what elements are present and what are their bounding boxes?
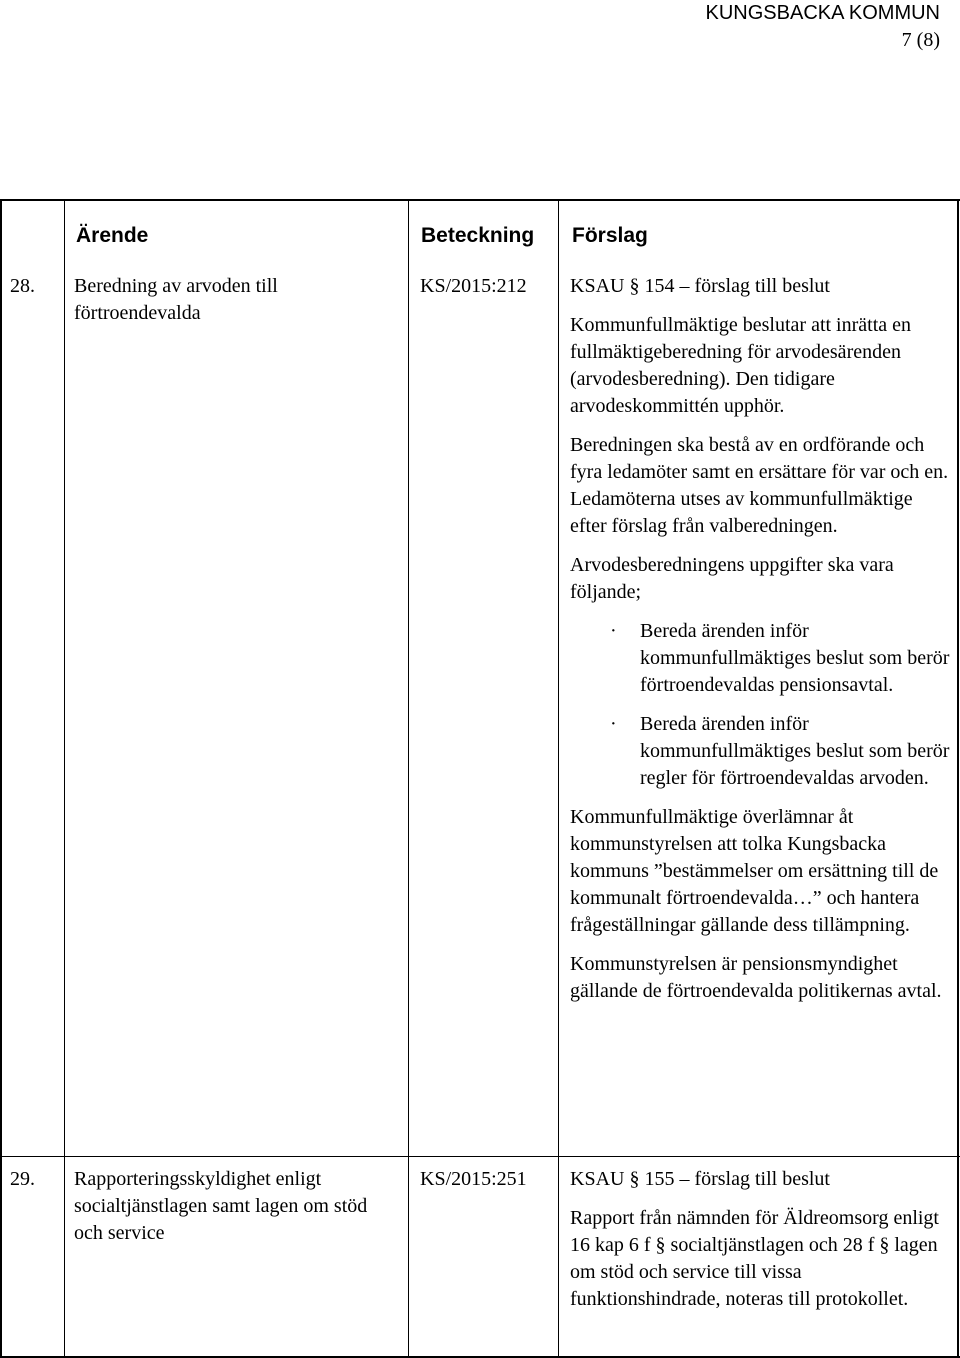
- proposal-paragraph: Arvodesberedningens uppgifter ska vara följande;: [570, 554, 894, 603]
- proposal-paragraph: Kommunfullmäktige beslutar att inrätta en fullmäktigeberedning för arvodesärenden (arvodesberedning). Den tidigare arvodeskommittén upphör.: [570, 314, 912, 417]
- proposal-heading: KSAU § 155 – förslag till beslut: [570, 1168, 830, 1190]
- row-29-title: Rapporteringsskyldighet enligt socialtjänstlagen samt lagen om stöd och service: [74, 1168, 368, 1244]
- column-header-beteckning: Beteckning: [421, 224, 535, 247]
- bullet-marker: ·: [610, 620, 617, 642]
- table-top-border: [0, 199, 960, 201]
- row-29-designation: KS/2015:251: [420, 1168, 527, 1190]
- row-28-designation: KS/2015:212: [420, 275, 527, 297]
- table-right-border: [957, 199, 959, 1358]
- column-header-arende: Ärende: [76, 224, 149, 247]
- bullet-marker: ·: [610, 713, 617, 735]
- list-item: [570, 618, 952, 699]
- proposal-paragraph: Rapport från nämnden för Äldreomsorg enligt 16 kap 6 f § socialtjänstlagen och 28 f § lagen om stöd och service till vissa funktionshindrade, noteras till protokollet.: [570, 1207, 939, 1310]
- organization-name: KUNGSBACKA KOMMUN: [705, 2, 940, 24]
- column-divider-title: [408, 199, 409, 1358]
- proposal-paragraph: Beredningen ska bestå av en ordförande och fyra ledamöter samt en ersättare för var och en. Ledamöterna utses av kommunfullmäktige efter förslag från valberedningen.: [570, 434, 949, 537]
- page-number: 7 (8): [901, 29, 940, 51]
- proposal-heading: KSAU § 154 – förslag till beslut: [570, 275, 830, 297]
- proposal-paragraph: Kommunfullmäktige överlämnar åt kommunstyrelsen att tolka Kungsbacka kommuns ”bestämmelser om ersättning till de kommunalt förtroendevalda…” och hantera frågeställningar gällande dess tillämpning.: [570, 806, 939, 936]
- column-divider-number: [64, 199, 65, 1358]
- row-divider: [0, 1156, 960, 1157]
- row-28-number: 28.: [10, 275, 35, 297]
- table-left-border: [0, 199, 2, 1358]
- row-28-title: Beredning av arvoden till förtroendevalda: [74, 275, 278, 324]
- list-item: [570, 711, 952, 792]
- list-item-text: Bereda ärenden inför kommunfullmäktiges beslut som berör regler för förtroendevaldas arvoden.: [640, 713, 950, 789]
- list-item-text: Bereda ärenden inför kommunfullmäktiges beslut som berör förtroendevaldas pensionsavtal.: [640, 620, 950, 696]
- column-header-forslag: Förslag: [572, 224, 648, 247]
- row-29-number: 29.: [10, 1168, 35, 1190]
- column-divider-designation: [558, 199, 559, 1358]
- row-28-proposal: [570, 273, 952, 1017]
- row-29-proposal: [570, 1166, 952, 1325]
- proposal-paragraph: Kommunstyrelsen är pensionsmyndighet gällande de förtroendevalda politikernas avtal.: [570, 953, 942, 1002]
